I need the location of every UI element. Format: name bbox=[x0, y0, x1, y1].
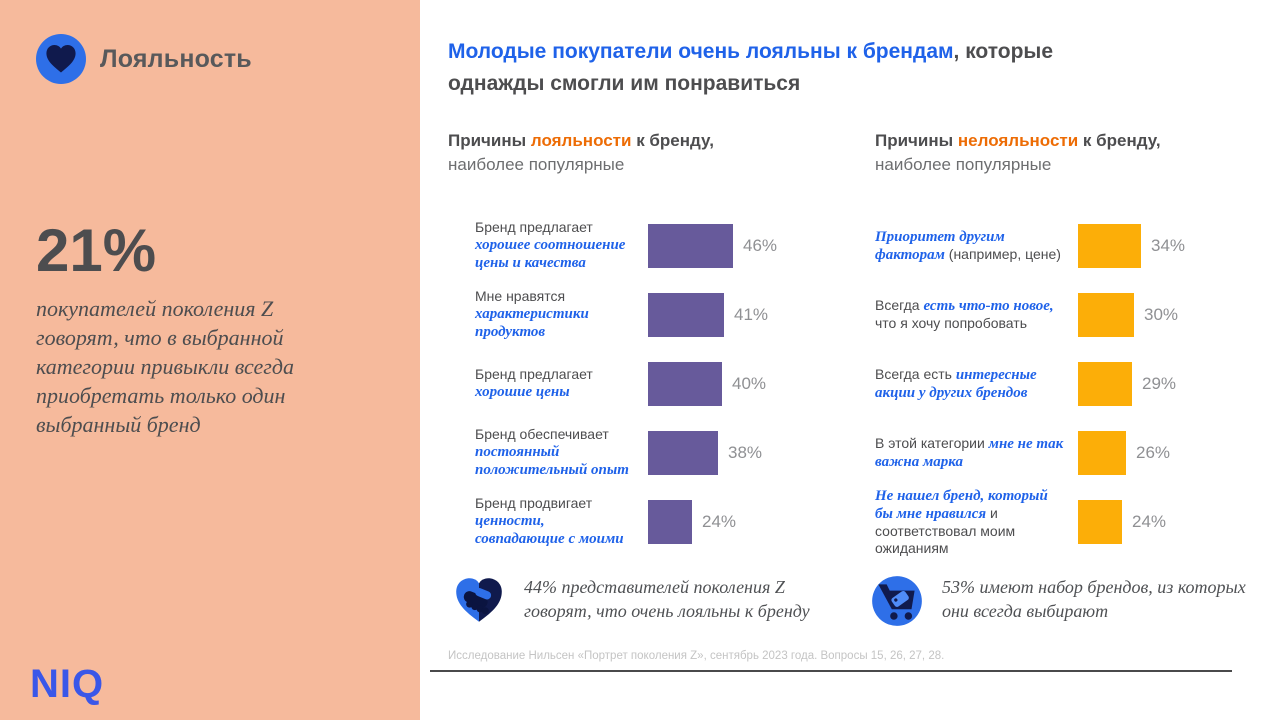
stat-value: 21% bbox=[36, 217, 157, 284]
bar bbox=[1078, 500, 1122, 544]
label-plain: Бренд обеспечивает bbox=[475, 426, 609, 443]
loyalty-chart-subtitle: наиболее популярные bbox=[448, 155, 625, 175]
niq-logo: NIQ bbox=[30, 662, 105, 706]
disloyalty-chart bbox=[875, 130, 1240, 557]
slide-title-highlight: Молодые покупатели очень лояльны к брендам bbox=[448, 40, 954, 63]
bar bbox=[648, 500, 692, 544]
bar bbox=[1078, 224, 1141, 268]
label-emphasis: хорошие цены bbox=[475, 383, 570, 400]
label-plain: В этой категории bbox=[875, 434, 989, 451]
chart-row bbox=[448, 349, 798, 418]
stat-description: покупателей поколения Z говорят, что в выбранной категории привыкли всегда приобретать только один выбранный бренд bbox=[36, 296, 294, 438]
callout-loyal bbox=[450, 572, 829, 630]
label-emphasis: есть что-то новое, bbox=[923, 298, 1054, 315]
chart-row bbox=[875, 418, 1240, 487]
label-plain: Всегда есть bbox=[875, 365, 956, 382]
panel-title: Лояльность bbox=[100, 44, 252, 73]
bar-value: 40% bbox=[732, 373, 767, 393]
bar-label bbox=[448, 366, 648, 401]
bar-value: 29% bbox=[1142, 373, 1177, 393]
label-emphasis: мне не так важна марка bbox=[875, 435, 1064, 470]
bar-label bbox=[875, 435, 1078, 471]
bar-value: 30% bbox=[1144, 304, 1179, 324]
label-emphasis: Приоритет другим факторам bbox=[875, 228, 1005, 263]
slide-title bbox=[448, 36, 1148, 99]
loyalty-chart-rows bbox=[448, 211, 798, 556]
disloyalty-chart-subtitle: наиболее популярные bbox=[875, 155, 1052, 175]
chart-row bbox=[448, 487, 798, 556]
bar-value: 34% bbox=[1151, 235, 1186, 255]
panel-header bbox=[36, 34, 252, 84]
chart-title-prefix: Причины bbox=[448, 131, 531, 150]
bar bbox=[648, 431, 718, 475]
chart-row bbox=[875, 487, 1240, 557]
label-emphasis: постоянный положительный опыт bbox=[475, 443, 629, 478]
bar-label bbox=[875, 228, 1078, 264]
bar bbox=[1078, 293, 1134, 337]
cart-tag-icon bbox=[868, 572, 926, 630]
label-plain: Всегда bbox=[875, 297, 924, 314]
chart-row bbox=[875, 349, 1240, 418]
label-emphasis: характеристики продуктов bbox=[475, 305, 589, 340]
chart-row bbox=[875, 280, 1240, 349]
label-emphasis: Не нашел бренд, который бы мне нравился bbox=[875, 488, 1048, 523]
label-plain: (например, цене) bbox=[944, 245, 1061, 262]
bar-value: 26% bbox=[1136, 442, 1171, 462]
label-plain: Бренд продвигает bbox=[475, 495, 593, 512]
footer-divider bbox=[430, 670, 1232, 672]
label-plain: и соответствовал моим ожиданиям bbox=[875, 505, 1016, 556]
bar bbox=[1078, 431, 1126, 475]
bar-label bbox=[448, 288, 648, 341]
bar-label bbox=[448, 219, 648, 272]
label-emphasis: хорошее соотношение цены и качества bbox=[475, 236, 626, 271]
callout-text: 53% имеют набор брендов, из которых они всегда выбирают bbox=[942, 577, 1246, 622]
bar-label bbox=[448, 426, 648, 479]
bar-label bbox=[875, 487, 1078, 557]
bar bbox=[648, 362, 722, 406]
chart-title-prefix: Причины bbox=[875, 131, 958, 150]
left-panel bbox=[0, 0, 420, 720]
label-plain: что я хочу попробовать bbox=[875, 315, 1027, 332]
chart-row bbox=[448, 280, 798, 349]
callout-brand-set bbox=[868, 572, 1247, 630]
loyalty-chart bbox=[448, 130, 798, 556]
bar-value: 24% bbox=[1132, 511, 1167, 531]
bar-label bbox=[875, 366, 1078, 402]
loyalty-chart-title bbox=[448, 130, 798, 152]
label-emphasis: ценности, совпадающие с моими bbox=[475, 512, 624, 547]
label-emphasis: интересные акции у других брендов bbox=[875, 366, 1037, 401]
disloyalty-chart-title bbox=[875, 130, 1240, 152]
bar bbox=[1078, 362, 1132, 406]
chart-title-suffix: к бренду, bbox=[1078, 131, 1161, 150]
bar-label bbox=[875, 297, 1078, 332]
slide-title-rest: , которые однажды смогли им понравиться bbox=[448, 40, 1054, 95]
bar-value: 46% bbox=[743, 235, 778, 255]
bar-value: 41% bbox=[734, 304, 769, 324]
chart-title-highlight: лояльности bbox=[530, 131, 632, 150]
label-plain: Бренд предлагает bbox=[475, 366, 593, 383]
heart-icon bbox=[36, 34, 86, 84]
bar-value: 24% bbox=[702, 511, 737, 531]
source-note: Исследование Нильсен «Портрет поколения Z», сентябрь 2023 года. Вопросы 15, 26, 27, 28. bbox=[448, 650, 945, 662]
bar bbox=[648, 224, 733, 268]
handshake-heart-icon bbox=[450, 572, 508, 630]
chart-title-highlight: нелояльности bbox=[957, 131, 1079, 150]
bar-value: 38% bbox=[728, 442, 763, 462]
label-plain: Мне нравятся bbox=[475, 288, 566, 305]
chart-title-suffix: к бренду, bbox=[631, 131, 714, 150]
callout-text: 44% представителей поколения Z говорят, что очень лояльны к бренду bbox=[524, 577, 810, 622]
label-plain: Бренд предлагает bbox=[475, 219, 593, 236]
chart-row bbox=[448, 418, 798, 487]
bar bbox=[648, 293, 724, 337]
bar-label bbox=[448, 495, 648, 548]
disloyalty-chart-rows bbox=[875, 211, 1240, 557]
chart-row bbox=[448, 211, 798, 280]
chart-row bbox=[875, 211, 1240, 280]
